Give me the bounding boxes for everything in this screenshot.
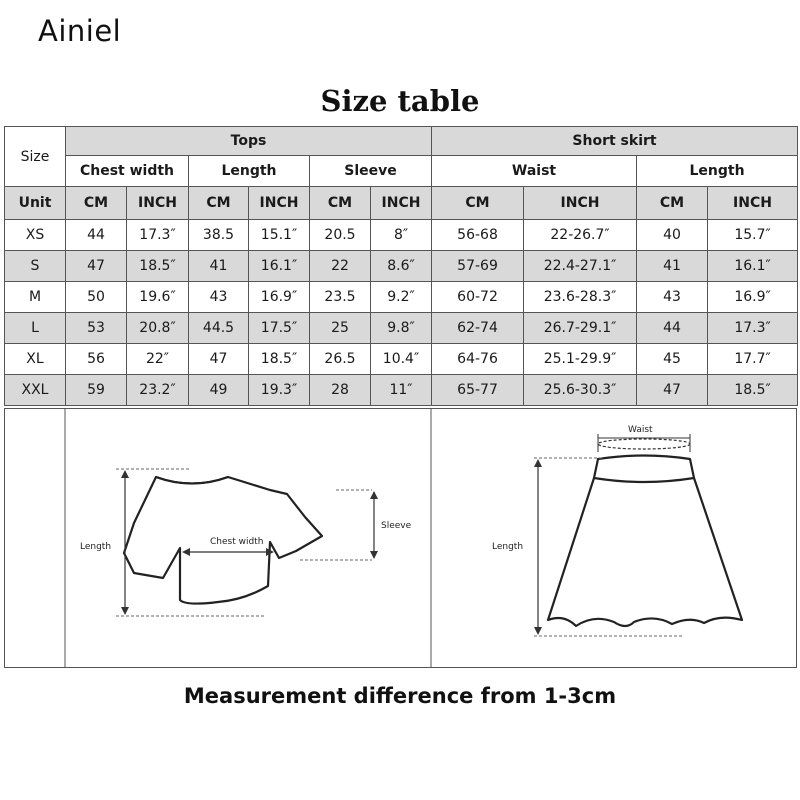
table-cell: 17.7″ <box>708 344 798 375</box>
row-size-label: XS <box>5 220 66 251</box>
table-cell: 23.5 <box>310 282 371 313</box>
table-cell: 20.8″ <box>127 313 189 344</box>
skirt-waistband <box>594 456 694 483</box>
table-cell: 11″ <box>371 375 432 406</box>
table-cell: 56 <box>66 344 127 375</box>
table-cell: 9.2″ <box>371 282 432 313</box>
skirt-length-arrow <box>534 458 684 636</box>
table-cell: 47 <box>189 344 249 375</box>
row-size-label: S <box>5 251 66 282</box>
table-cell: 43 <box>637 282 708 313</box>
table-cell: 15.1″ <box>249 220 310 251</box>
table-cell: 22-26.7″ <box>524 220 637 251</box>
chest-width-label: Chest width <box>210 537 264 547</box>
sleeve-header: Sleeve <box>310 156 432 187</box>
table-cell: 25.6-30.3″ <box>524 375 637 406</box>
unit-cell: INCH <box>524 187 637 220</box>
table-row <box>5 344 798 375</box>
skirt-length-label: Length <box>492 542 524 552</box>
table-cell: 22 <box>310 251 371 282</box>
table-cell: 47 <box>66 251 127 282</box>
chest-width-header: Chest width <box>66 156 189 187</box>
skirt-body <box>548 478 742 626</box>
table-cell: 17.5″ <box>249 313 310 344</box>
table-cell: 15.7″ <box>708 220 798 251</box>
table-cell: 50 <box>66 282 127 313</box>
sleeve-label: Sleeve <box>381 521 412 531</box>
shirt-neckline <box>156 477 228 484</box>
measurement-diagrams <box>4 408 797 668</box>
diagram-frame <box>5 409 797 668</box>
page-title: Size table <box>320 84 480 118</box>
table-cell: 38.5 <box>189 220 249 251</box>
skirt-illustration <box>548 439 742 626</box>
row-size-label: XXL <box>5 375 66 406</box>
table-cell: 18.5″ <box>249 344 310 375</box>
table-cell: 45 <box>637 344 708 375</box>
unit-cell: INCH <box>708 187 798 220</box>
table-row <box>5 375 798 406</box>
table-cell: 41 <box>637 251 708 282</box>
table-cell: 64-76 <box>432 344 524 375</box>
unit-cell: CM <box>637 187 708 220</box>
size-header: Size <box>5 127 66 187</box>
table-cell: 16.1″ <box>249 251 310 282</box>
table-cell: 16.9″ <box>708 282 798 313</box>
shirt-length-label: Length <box>80 542 112 552</box>
table-cell: 23.2″ <box>127 375 189 406</box>
chest-width-arrow <box>182 548 274 556</box>
waist-header: Waist <box>432 156 637 187</box>
table-cell: 17.3″ <box>127 220 189 251</box>
table-cell: 18.5″ <box>708 375 798 406</box>
unit-cell: CM <box>310 187 371 220</box>
table-cell: 9.8″ <box>371 313 432 344</box>
table-cell: 23.6-28.3″ <box>524 282 637 313</box>
size-table <box>4 126 798 406</box>
unit-cell: CM <box>432 187 524 220</box>
table-cell: 47 <box>637 375 708 406</box>
row-size-label: XL <box>5 344 66 375</box>
waist-ellipse <box>598 439 690 449</box>
table-cell: 16.1″ <box>708 251 798 282</box>
table-cell: 65-77 <box>432 375 524 406</box>
table-cell: 57-69 <box>432 251 524 282</box>
table-cell: 44.5 <box>189 313 249 344</box>
table-cell: 59 <box>66 375 127 406</box>
table-cell: 19.6″ <box>127 282 189 313</box>
unit-cell: INCH <box>127 187 189 220</box>
table-cell: 25 <box>310 313 371 344</box>
table-cell: 53 <box>66 313 127 344</box>
table-row <box>5 251 798 282</box>
skirt-waist-label: Waist <box>628 425 653 435</box>
table-row <box>5 220 798 251</box>
unit-cell: CM <box>189 187 249 220</box>
table-cell: 17.3″ <box>708 313 798 344</box>
table-cell: 26.5 <box>310 344 371 375</box>
unit-cell: CM <box>66 187 127 220</box>
table-cell: 26.7-29.1″ <box>524 313 637 344</box>
unit-header: Unit <box>5 187 66 220</box>
skirt-group-header: Short skirt <box>432 127 798 156</box>
table-cell: 43 <box>189 282 249 313</box>
table-cell: 25.1-29.9″ <box>524 344 637 375</box>
tops-length-header: Length <box>189 156 310 187</box>
table-cell: 20.5 <box>310 220 371 251</box>
table-cell: 56-68 <box>432 220 524 251</box>
table-row <box>5 313 798 344</box>
skirt-length-header: Length <box>637 156 798 187</box>
table-cell: 16.9″ <box>249 282 310 313</box>
table-cell: 44 <box>66 220 127 251</box>
table-cell: 8.6″ <box>371 251 432 282</box>
unit-cell: INCH <box>371 187 432 220</box>
table-cell: 40 <box>637 220 708 251</box>
table-row <box>5 282 798 313</box>
table-cell: 60-72 <box>432 282 524 313</box>
table-cell: 62-74 <box>432 313 524 344</box>
tops-group-header: Tops <box>66 127 432 156</box>
table-cell: 10.4″ <box>371 344 432 375</box>
unit-cell: INCH <box>249 187 310 220</box>
table-cell: 22″ <box>127 344 189 375</box>
measurement-diagram-svg <box>4 408 797 668</box>
table-cell: 28 <box>310 375 371 406</box>
table-cell: 19.3″ <box>249 375 310 406</box>
row-size-label: L <box>5 313 66 344</box>
table-cell: 49 <box>189 375 249 406</box>
table-cell: 18.5″ <box>127 251 189 282</box>
table-cell: 8″ <box>371 220 432 251</box>
table-cell: 41 <box>189 251 249 282</box>
unit-row <box>5 187 798 220</box>
table-cell: 44 <box>637 313 708 344</box>
measurement-note: Measurement difference from 1-3cm <box>183 684 617 708</box>
row-size-label: M <box>5 282 66 313</box>
table-cell: 22.4-27.1″ <box>524 251 637 282</box>
brand-logo-text: Ainiel <box>38 14 122 48</box>
